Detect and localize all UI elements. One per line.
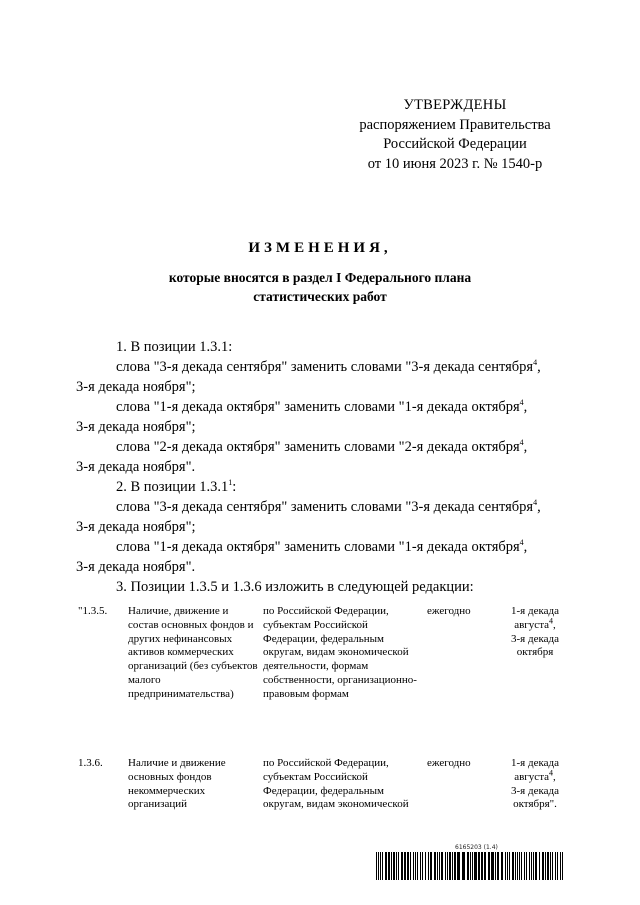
paragraph-text: слова "2-я декада октября" заменить словами "2-я декада октября xyxy=(116,439,520,455)
paragraph-text: , xyxy=(537,359,541,375)
period-line xyxy=(500,757,570,785)
barcode-bar xyxy=(526,852,527,880)
barcode-bar xyxy=(555,852,556,880)
barcode-bar xyxy=(401,852,403,880)
barcode-bar xyxy=(447,852,448,880)
barcode-bar xyxy=(484,852,486,880)
paragraph-continuation: 3-я декада ноября"; xyxy=(76,519,196,535)
barcode-bar xyxy=(410,852,411,880)
barcode-bar xyxy=(481,852,483,880)
footnote-ref: 4 xyxy=(533,498,538,508)
subtitle-line: статистических работ xyxy=(253,289,387,304)
paragraph xyxy=(76,357,564,377)
paragraph: 3. Позиции 1.3.5 и 1.3.6 изложить в следующей редакции: xyxy=(116,579,474,595)
barcode-bar xyxy=(524,852,525,880)
paragraph-text: , xyxy=(537,499,541,515)
barcode-bar xyxy=(529,852,530,880)
period-text: , xyxy=(553,770,556,783)
paragraph-text: , xyxy=(523,399,528,415)
barcode-bar xyxy=(430,852,432,880)
document-body xyxy=(76,337,564,597)
footnote-ref: 4 xyxy=(519,438,524,448)
barcode-bar xyxy=(501,852,503,880)
position-number: 1.3.6. xyxy=(78,757,103,769)
barcode-bar xyxy=(378,852,379,880)
barcode-bar xyxy=(404,852,406,880)
barcode-bar xyxy=(491,852,494,880)
barcode-bar xyxy=(521,852,522,880)
barcode-bar xyxy=(441,852,443,880)
barcode-bar xyxy=(407,852,409,880)
barcode-bar xyxy=(515,852,516,880)
barcode-number: 6165203 (1.4) xyxy=(455,844,498,851)
paragraph-text: , xyxy=(523,539,528,555)
barcode-bar xyxy=(547,852,549,880)
barcode-bar xyxy=(380,852,381,880)
approval-date: от 10 июня 2023 г. № 1540-р xyxy=(367,155,543,172)
barcode-bar xyxy=(449,852,451,880)
footnote-ref: 4 xyxy=(533,358,538,368)
period-text: 1-я декада августа xyxy=(511,757,559,783)
barcode-bar xyxy=(539,852,540,880)
approval-line: распоряжением Правительства xyxy=(359,116,551,133)
paragraph-continuation: 3-я декада ноября". xyxy=(76,559,196,575)
barcode-bar xyxy=(519,852,520,880)
position-name: Наличие, движение и состав основных фондов и других нефинансовых активов коммерческих организаций (без субъектов малого предпринимательства) xyxy=(128,605,258,700)
paragraph xyxy=(76,497,564,517)
paragraph-text: : xyxy=(232,479,237,495)
barcode-bar xyxy=(562,852,563,880)
barcode-bar xyxy=(557,852,558,880)
barcode-bar xyxy=(437,852,438,880)
barcode-bar xyxy=(415,852,416,880)
paragraph xyxy=(76,537,564,557)
barcode-bar xyxy=(462,852,465,880)
barcode-bar xyxy=(507,852,508,880)
paragraph-text: слова "3-я декада сентября" заменить словами "3-я декада сентября xyxy=(116,359,534,375)
barcode-bar xyxy=(417,852,418,880)
barcode-bar xyxy=(531,852,532,880)
barcode-bar xyxy=(413,852,414,880)
paragraph xyxy=(76,397,564,417)
position-number: "1.3.5. xyxy=(78,605,108,617)
barcode-bar xyxy=(428,852,429,880)
barcode-bar xyxy=(505,852,506,880)
barcode-bar xyxy=(533,852,534,880)
position-frequency: ежегодно xyxy=(427,605,471,617)
position-frequency: ежегодно xyxy=(427,757,471,769)
barcode-bar xyxy=(550,852,551,880)
paragraph-text: слова "3-я декада сентября" заменить словами "3-я декада сентября xyxy=(116,499,534,515)
position-period xyxy=(500,605,570,660)
period-text: 1-я декада августа xyxy=(511,605,559,631)
position-scope: по Российской Федерации, субъектам Российской Федерации, федеральным округам, видам экономической xyxy=(263,757,409,811)
position-name: Наличие и движение основных фондов некоммерческих организаций xyxy=(128,757,226,811)
barcode-bar xyxy=(393,852,395,880)
footnote-ref: 1 xyxy=(228,478,233,488)
barcode-bar xyxy=(396,852,397,880)
document-title: ИЗМЕНЕНИЯ, xyxy=(248,240,392,256)
paragraph xyxy=(76,477,564,497)
paragraph-text: слова "1-я декада октября" заменить словами "1-я декада октября xyxy=(116,399,520,415)
footnote-ref: 4 xyxy=(549,768,554,778)
paragraph-text: 2. В позиции 1.3.1 xyxy=(116,479,229,495)
barcode-bar xyxy=(535,852,537,880)
period-line xyxy=(500,605,570,633)
subtitle-line: которые вносятся в раздел I Федерального плана xyxy=(168,270,472,285)
barcode-bar xyxy=(454,852,456,880)
barcode-bar xyxy=(385,852,387,880)
barcode-bar xyxy=(422,852,423,880)
footnote-ref: 4 xyxy=(519,538,524,548)
barcode-bar xyxy=(434,852,436,880)
barcode-bar xyxy=(425,852,426,880)
barcode-bar xyxy=(495,852,496,880)
barcode-bar xyxy=(517,852,518,880)
barcode-image xyxy=(376,852,566,880)
barcode-bar xyxy=(382,852,383,880)
barcode-bar xyxy=(545,852,546,880)
barcode-bar xyxy=(512,852,514,880)
barcode-bar xyxy=(470,852,471,880)
barcode-bar xyxy=(445,852,446,880)
approval-line: Российской Федерации xyxy=(383,136,527,152)
barcode-bar xyxy=(398,852,399,880)
paragraph-text: , xyxy=(523,439,528,455)
footnote-ref: 4 xyxy=(519,398,524,408)
approval-heading: УТВЕРЖДЕНЫ xyxy=(403,97,507,113)
period-line: 3-я декада октября xyxy=(511,632,559,659)
barcode-bar xyxy=(542,852,544,880)
period-text: , xyxy=(553,618,556,631)
barcode-bar xyxy=(439,852,440,880)
barcode-bar xyxy=(467,852,469,880)
barcode-bar xyxy=(388,852,390,880)
period-line: 3-я декада октября". xyxy=(511,784,559,811)
paragraph-text: слова "1-я декада октября" заменить словами "1-я декада октября xyxy=(116,539,520,555)
barcode-bar xyxy=(509,852,510,880)
position-scope: по Российской Федерации, субъектам Российской Федерации, федеральным округам, видам экономической деятельности, формам собственности, организационно-правовым формам xyxy=(263,605,417,700)
barcode-bar xyxy=(488,852,490,880)
barcode-bar xyxy=(497,852,499,880)
paragraph: 1. В позиции 1.3.1: xyxy=(116,339,233,355)
barcode-bar xyxy=(391,852,392,880)
barcode-bar xyxy=(457,852,460,880)
paragraph-continuation: 3-я декада ноября". xyxy=(76,459,196,475)
barcode-bar xyxy=(478,852,480,880)
barcode-bar xyxy=(452,852,453,880)
approval-block xyxy=(350,96,560,174)
barcode-bar xyxy=(376,852,377,880)
position-period xyxy=(500,757,570,812)
barcode-bar xyxy=(552,852,553,880)
barcode-bar xyxy=(474,852,477,880)
paragraph-continuation: 3-я декада ноября"; xyxy=(76,379,196,395)
barcode-bar xyxy=(472,852,473,880)
footnote-ref: 4 xyxy=(549,616,554,626)
barcode-bar xyxy=(420,852,421,880)
barcode-bar xyxy=(560,852,561,880)
paragraph-continuation: 3-я декада ноября"; xyxy=(76,419,196,435)
paragraph xyxy=(76,437,564,457)
document-subtitle xyxy=(0,268,640,306)
